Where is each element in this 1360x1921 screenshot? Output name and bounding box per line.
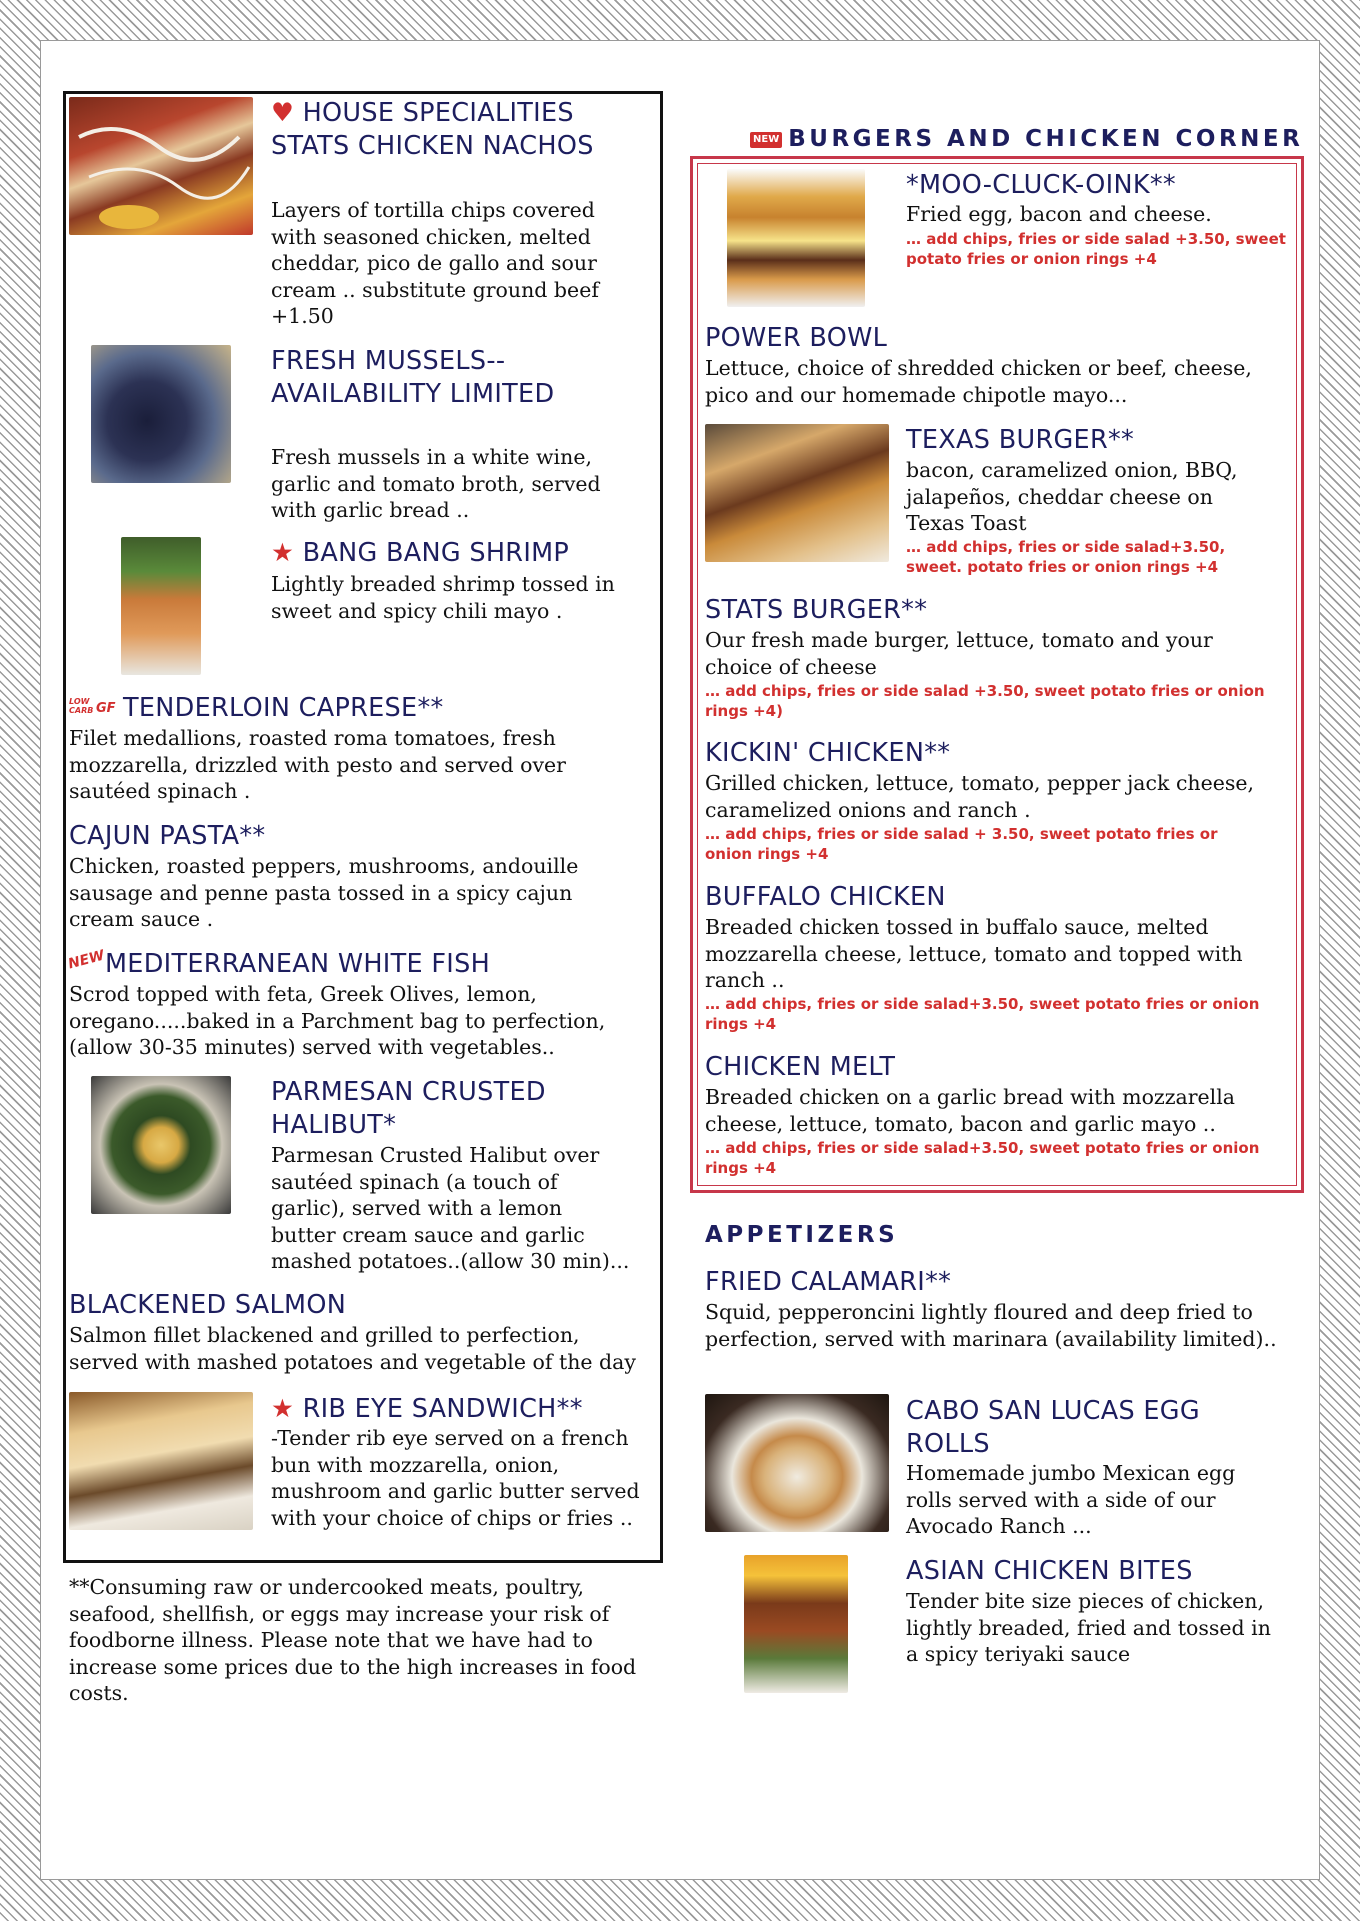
- item-desc: Scrod topped with feta, Greek Olives, lemon, oregano.....baked in a Parchment bag to perfection, (allow 30-35 minutes) served with vegetables..: [69, 982, 606, 1059]
- item-note: … add chips, fries or side salad +3.50, sweet potato fries or onion rings +4): [705, 682, 1265, 720]
- item-title-row: [271, 1393, 641, 1426]
- item-title: CAJUN PASTA**: [69, 821, 266, 851]
- item-desc: Fried egg, bacon and cheese.: [906, 202, 1212, 226]
- item-title: TENDERLOIN CAPRESE**: [123, 693, 444, 723]
- item-title: TEXAS BURGER**: [906, 425, 1135, 455]
- low-carb-gf-badge: [69, 697, 121, 719]
- rib-eye-photo: [69, 1392, 253, 1530]
- item-title: BANG BANG SHRIMP: [302, 538, 570, 568]
- item-desc: -Tender rib eye served on a french bun with mozzarella, onion, mushroom and garlic butter served with your choice of chips or fries ..: [271, 1426, 640, 1530]
- item-desc: Breaded chicken tossed in buffalo sauce, melted mozzarella cheese, lettuce, tomato and topped with ranch ..: [705, 915, 1243, 992]
- appetizers-title: APPETIZERS: [705, 1222, 899, 1248]
- item-note: … add chips, fries or side salad +3.50, sweet potato fries or onion rings +4: [906, 230, 1286, 268]
- nachos-photo: [69, 97, 253, 235]
- low-carb-badge: LOW CARB: [69, 697, 94, 715]
- star-icon: ★: [271, 1394, 295, 1424]
- star-icon: ★: [271, 538, 295, 568]
- item-desc: Lightly breaded shrimp tossed in sweet and spicy chili mayo .: [271, 572, 615, 623]
- item-desc: Tender bite size pieces of chicken, lightly breaded, fried and tossed in a spicy teriyaki sauce: [906, 1589, 1271, 1666]
- item-title: BLACKENED SALMON: [69, 1290, 347, 1320]
- asian-chicken-photo: [744, 1555, 848, 1693]
- burgers-section-heading: [750, 126, 1304, 152]
- item-title: PARMESAN CRUSTED HALIBUT*: [271, 1077, 546, 1140]
- item-title: STATS BURGER**: [705, 595, 928, 625]
- item-title: FRIED CALAMARI**: [705, 1267, 952, 1297]
- item-desc: Parmesan Crusted Halibut over sautéed spinach (a touch of garlic), served with a lemon butter cream sauce and garlic mashed potatoes..(allow 30 min)...: [271, 1143, 630, 1273]
- item-title: BUFFALO CHICKEN: [705, 882, 946, 912]
- house-specialities-heading: [271, 97, 611, 130]
- item-note: … add chips, fries or side salad+3.50, sweet. potato fries or onion rings +4: [906, 538, 1226, 576]
- item-desc: Our fresh made burger, lettuce, tomato and your choice of cheese: [705, 628, 1213, 679]
- burgers-section-title: BURGERS AND CHICKEN CORNER: [788, 126, 1304, 152]
- item-title: CHICKEN MELT: [705, 1052, 896, 1082]
- new-badge: NEW: [750, 132, 782, 148]
- item-title: RIB EYE SANDWICH**: [302, 1394, 583, 1424]
- egg-rolls-photo: [705, 1394, 889, 1532]
- disclaimer-text: **Consuming raw or undercooked meats, poultry, seafood, shellfish, or eggs may increase your risk of foodborne illness. Please note that we have had to increase some prices due to the high increases in food costs.: [69, 1575, 637, 1705]
- item-note: … add chips, fries or side salad + 3.50, sweet potato fries or onion rings +4: [705, 825, 1218, 863]
- house-specialities-title: HOUSE SPECIALITIES: [302, 98, 574, 128]
- burger-egg-photo: [727, 169, 865, 307]
- item-desc: Chicken, roasted peppers, mushrooms, andouille sausage and penne pasta tossed in a spicy cajun cream sauce .: [69, 854, 579, 931]
- item-title: FRESH MUSSELS--AVAILABILITY LIMITED: [271, 346, 555, 409]
- item-desc: Grilled chicken, lettuce, tomato, pepper jack cheese, caramelized onions and ranch .: [705, 771, 1255, 822]
- item-title: ASIAN CHICKEN BITES: [906, 1556, 1193, 1586]
- heart-icon: ♥: [271, 98, 295, 128]
- item-title: STATS CHICKEN NACHOS: [271, 131, 594, 161]
- item-desc: Salmon fillet blackened and grilled to perfection, served with mashed potatoes and vegetable of the day: [69, 1323, 636, 1374]
- mussels-photo: [91, 345, 231, 483]
- item-title: POWER BOWL: [705, 323, 888, 353]
- texas-burger-photo: [705, 424, 889, 562]
- item-title: MEDITERRANEAN WHITE FISH: [105, 949, 491, 979]
- item-desc: Lettuce, choice of shredded chicken or beef, cheese, pico and our homemade chipotle mayo...: [705, 356, 1252, 407]
- item-note: … add chips, fries or side salad+3.50, sweet potato fries or onion rings +4: [705, 1139, 1260, 1177]
- item-desc: Squid, pepperoncini lightly floured and deep fried to perfection, served with marinara (availability limited)..: [705, 1300, 1277, 1351]
- item-desc: Fresh mussels in a white wine, garlic and tomato broth, served with garlic bread ..: [271, 445, 601, 522]
- item-desc: Breaded chicken on a garlic bread with mozzarella cheese, lettuce, tomato, bacon and garlic mayo ..: [705, 1085, 1236, 1136]
- item-desc: Homemade jumbo Mexican egg rolls served with a side of our Avocado Ranch ...: [906, 1461, 1236, 1538]
- item-desc: Filet medallions, roasted roma tomatoes, fresh mozzarella, drizzled with pesto and served over sautéed spinach .: [69, 726, 566, 803]
- item-title: KICKIN' CHICKEN**: [705, 738, 951, 768]
- halibut-photo: [91, 1076, 231, 1214]
- item-title: CABO SAN LUCAS EGG ROLLS: [906, 1396, 1200, 1459]
- item-desc: bacon, caramelized onion, BBQ, jalapeños, cheddar cheese on Texas Toast: [906, 458, 1238, 535]
- new-badge: NEW: [66, 947, 107, 973]
- item-desc: Layers of tortilla chips covered with seasoned chicken, melted cheddar, pico de gallo and sour cream .. substitute ground beef +1.50: [271, 198, 599, 328]
- gf-badge: GF: [96, 701, 116, 716]
- item-title: *MOO-CLUCK-OINK**: [906, 170, 1176, 200]
- item-title-row: [271, 537, 631, 570]
- shrimp-photo: [121, 537, 201, 675]
- item-note: … add chips, fries or side salad+3.50, sweet potato fries or onion rings +4: [705, 995, 1260, 1033]
